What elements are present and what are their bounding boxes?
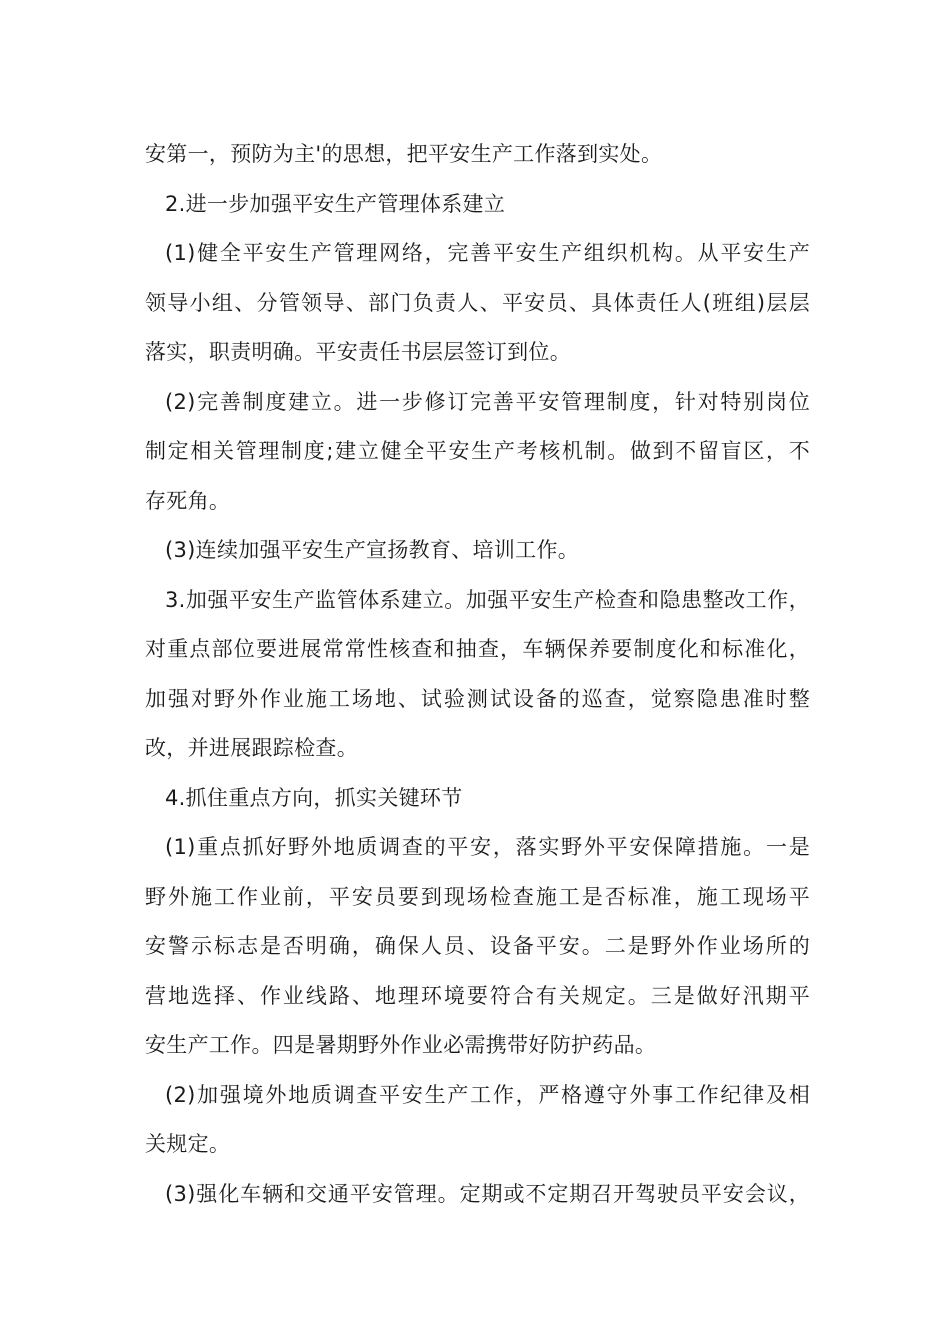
text-line: (3)连续加强平安生产宣扬教育、培训工作。 [165, 538, 580, 562]
text-line: 4.抓住重点方向，抓实关键环节 [165, 785, 463, 810]
text-line: 安生产工作。四是暑期野外作业必需携带好防护药品。 [145, 1033, 657, 1057]
text-line: (2)加强境外地质调查平安生产工作，严格遵守外事工作纪律及相 [165, 1082, 810, 1107]
text-line: 3.加强平安生产监管体系建立。加强平安生产检查和隐患整改工作， [165, 587, 810, 612]
text-line: 野外施工作业前，平安员要到现场检查施工是否标准，施工现场平 [145, 884, 810, 909]
text-line: 安警示标志是否明确，确保人员、设备平安。二是野外作业场所的 [145, 934, 810, 958]
text-line: (1)重点抓好野外地质调查的平安，落实野外平安保障措施。一是 [165, 835, 810, 859]
text-line: (2)完善制度建立。进一步修订完善平安管理制度，针对特别岗位 [165, 389, 810, 414]
text-line: 改，并进展跟踪检查。 [145, 736, 358, 760]
text-line: 营地选择、作业线路、地理环境要符合有关规定。三是做好汛期平 [145, 983, 810, 1008]
document-body [145, 130, 810, 1219]
text-line: 加强对野外作业施工场地、试验测试设备的巡查，觉察隐患准时整 [145, 686, 810, 711]
text-line: (3)强化车辆和交通平安管理。定期或不定期召开驾驶员平安会议， [165, 1181, 810, 1206]
text-line: 领导小组、分管领导、部门负责人、平安员、具体责任人(班组)层层 [145, 290, 810, 315]
text-line: (1)健全平安生产管理网络，完善平安生产组织机构。从平安生产 [165, 241, 810, 265]
text-line: 2.进一步加强平安生产管理体系建立 [165, 191, 506, 216]
text-line: 落实，职责明确。平安责任书层层签订到位。 [145, 340, 571, 364]
text-line: 存死角。 [145, 488, 231, 513]
text-line: 关规定。 [145, 1132, 231, 1156]
text-line: 对重点部位要进展常常性核查和抽查，车辆保养要制度化和标准化， [145, 637, 810, 661]
text-line: 制定相关管理制度;建立健全平安生产考核机制。做到不留盲区，不 [145, 439, 810, 463]
text-line: 安第一，预防为主'的思想，把平安生产工作落到实处。 [145, 142, 663, 166]
